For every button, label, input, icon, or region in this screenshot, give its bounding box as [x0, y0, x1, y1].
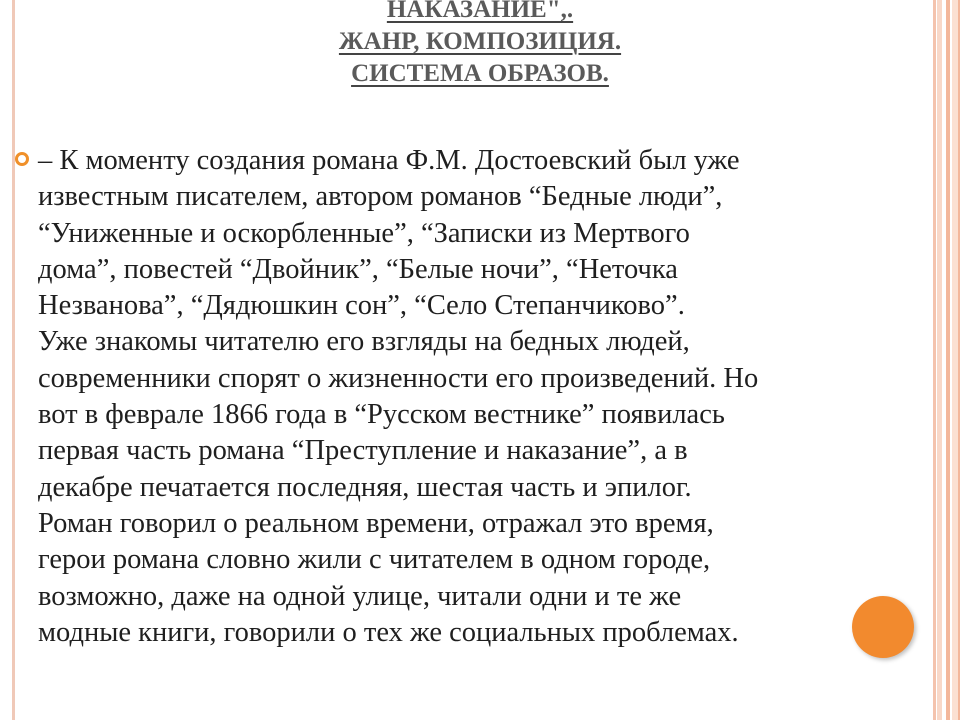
body-line: декабре печатается последняя, шестая часть и эпилог. — [38, 471, 692, 503]
orange-circle-decoration — [852, 596, 914, 658]
body-line: вот в феврале 1866 года в “Русском вестнике” появилась — [38, 399, 725, 431]
body-line: дома”, повестей “Двойник”, “Белые ночи”, “Неточка — [38, 253, 678, 285]
body-line: Роман говорил о реальном времени, отражал это время, — [38, 507, 714, 539]
title-line-1: НАКАЗАНИЕ",. — [386, 0, 574, 23]
left-border-line — [12, 0, 15, 720]
title-line-2: ЖАНР, КОМПОЗИЦИЯ. — [338, 28, 622, 55]
body-line: Уже знакомы читателю его взгляды на бедных людей, — [38, 326, 690, 358]
body-line: – К моменту создания романа Ф.М. Достоевский был уже — [38, 145, 740, 176]
body-paragraph — [38, 143, 942, 651]
body-line: известным писателем, автором романов “Бедные люди”, — [38, 181, 723, 213]
stripe — [946, 0, 950, 720]
body-line: первая часть романа “Преступление и наказание”, а в — [38, 435, 688, 467]
body-line: Незванова”, “Дядюшкин сон”, “Село Степанчиково”. — [38, 290, 685, 322]
slide-title — [240, 0, 720, 90]
body-line: герои романа словно жили с читателем в одном городе, — [38, 544, 711, 576]
body-line: модные книги, говорили о тех же социальных проблемах. — [38, 616, 739, 648]
body-line: “Униженные и оскорбленные”, “Записки из Мертвого — [38, 217, 690, 249]
title-line-3: СИСТЕМА ОБРАЗОВ. — [351, 60, 609, 87]
bullet-icon — [15, 152, 29, 166]
body-line: возможно, даже на одной улице, читали одни и те же — [38, 580, 682, 612]
body-line: современники спорят о жизненности его произведений. Но — [38, 362, 759, 394]
